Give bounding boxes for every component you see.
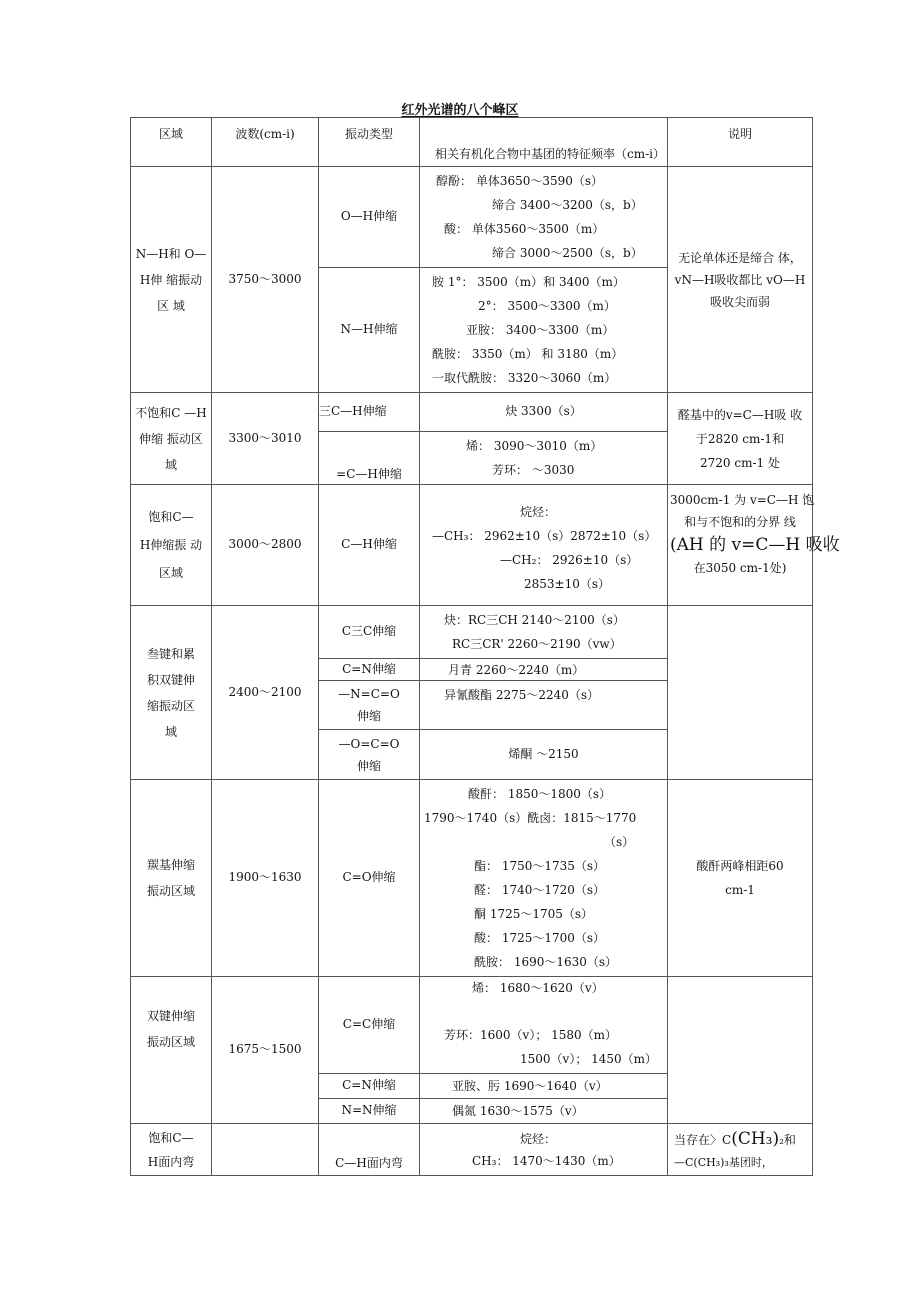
type-oh: O—H伸缩 xyxy=(319,167,420,268)
region-nh-oh: N—H和 O— H伸 缩振动 区 域 xyxy=(131,167,212,393)
region-carbonyl: 羰基伸缩 振动区域 xyxy=(131,780,212,977)
freq-cn-double: 亚胺、肟 1690～1640（v） xyxy=(420,1074,668,1099)
wavenumber-sat-ch: 3000～2800 xyxy=(212,485,319,606)
wavenumber-nh-oh: 3750～3000 xyxy=(212,167,319,393)
freq-cn-triple: 月青 2260～2240（m） xyxy=(420,659,668,681)
note-sat-bend: 当存在〉C(CH₃)₂和 —C(CH₃)₃基团时， xyxy=(668,1124,813,1176)
freq-carbonyl: 酸酐： 1850～1800（s） 1790～1740（s）酰卤：1815～1770 （s） 酯： 1750～1735（s） 醛： 1740～1720（s） 酮 1725～1705（s） 酸： 1725～1700（s） 酰胺： 1690～1630（s） xyxy=(420,780,668,977)
type-nh: N—H伸缩 xyxy=(319,268,420,393)
header-row xyxy=(131,118,813,167)
wavenumber-carbonyl: 1900～1630 xyxy=(212,780,319,977)
freq-sat-ch: 烷烃： —CH₃： 2962±10（s）2872±10（s） —CH₂： 2926±10（s） 2853±10（s） xyxy=(420,485,668,606)
wavenumber-triple: 2400～2100 xyxy=(212,606,319,780)
freq-alkyne: 炔 3300（s） xyxy=(420,393,668,432)
note-sat-ch: 3000cm-1 为 v=C—H 饱 和与不饱和的分界 线 (AH 的 v=C—H 吸收 在3050 cm-1处) xyxy=(668,485,813,606)
freq-nn: 偶氮 1630～1575（v） xyxy=(420,1099,668,1124)
region-unsat-ch: 不饱和C —H 伸缩 振动区 域 xyxy=(131,393,212,485)
wavenumber-double: 1675～1500 xyxy=(212,977,319,1124)
freq-cc-triple: 炔：RC三CH 2140～2100（s） RC三CR' 2260～2190（vw） xyxy=(420,606,668,659)
type-cc-double: C=C伸缩 xyxy=(319,977,420,1074)
wavenumber-unsat-ch: 3300～3010 xyxy=(212,393,319,485)
table-row-unsat-ch-1 xyxy=(131,393,813,432)
region-sat-ch: 饱和C— H伸缩振 动 区域 xyxy=(131,485,212,606)
header-note: 说明 xyxy=(668,118,813,167)
table-row-triple-1 xyxy=(131,606,813,659)
freq-oco: 烯酮 ～2150 xyxy=(420,730,668,780)
ir-peak-table xyxy=(130,117,840,1176)
type-alkene-ch: =C—H伸缩 xyxy=(319,432,420,485)
table-row-double-1 xyxy=(131,977,813,1074)
header-frequency: 相关有机化合物中基团的特征频率（cm-i） xyxy=(420,118,668,167)
type-cc-triple: C三C伸缩 xyxy=(319,606,420,659)
region-sat-bend: 饱和C— H面内弯 xyxy=(131,1124,212,1176)
note-unsat-ch: 醛基中的v=C—H吸 收 于2820 cm-1和 2720 cm-1 处 xyxy=(668,393,813,485)
note-double xyxy=(668,977,813,1124)
freq-alkene: 烯： 3090～3010（m） 芳环： ～3030 xyxy=(420,432,668,485)
header-region: 区域 xyxy=(131,118,212,167)
note-nh-oh: 无论单体还是缔合 体， vN—H吸收都比 vO—H 吸收尖而弱 xyxy=(668,167,813,393)
note-triple xyxy=(668,606,813,780)
header-wavenumber: 波数(cm-i) xyxy=(212,118,319,167)
type-alkyne-ch: 三C—H伸缩 xyxy=(319,393,420,432)
type-oco: —O=C=O 伸缩 xyxy=(319,730,420,780)
region-double: 双键伸缩 振动区域 xyxy=(131,977,212,1124)
header-vibration: 振动类型 xyxy=(319,118,420,167)
table-row-carbonyl xyxy=(131,780,813,977)
type-nco: —N=C=O 伸缩 xyxy=(319,681,420,730)
type-sat-bend: C—H面内弯 xyxy=(319,1124,420,1176)
note-carbonyl: 酸酐两峰相距60 cm-1 xyxy=(668,780,813,977)
type-cn-double: C=N伸缩 xyxy=(319,1074,420,1099)
type-carbonyl: C=O伸缩 xyxy=(319,780,420,977)
freq-oh: 醇酚： 单体3650～3590（s） 缔合 3400～3200（s，b） 酸： 单体3560～3500（m） 缔合 3000～2500（s，b） xyxy=(420,167,668,268)
region-triple: 叁键和累 积双键伸 缩振动区 域 xyxy=(131,606,212,780)
freq-cc-double: 烯： 1680～1620（v） 芳环：1600（v）； 1580（m） 1500（v）； 1450（m） xyxy=(420,977,668,1074)
table-row-sat-ch xyxy=(131,485,813,606)
type-nn: N=N伸缩 xyxy=(319,1099,420,1124)
type-cn-triple: C=N伸缩 xyxy=(319,659,420,681)
page-title: 红外光谱的八个峰区 xyxy=(401,103,519,118)
wavenumber-sat-bend xyxy=(212,1124,319,1176)
table-row-sat-bend xyxy=(131,1124,813,1176)
freq-nco: 异氰酸酯 2275～2240（s） xyxy=(420,681,668,730)
table-row-nh-oh-1 xyxy=(131,167,813,268)
freq-nh: 胺 1°： 3500（m）和 3400（m） 2°： 3500～3300（m） 亚胺： 3400～3300（m） 酰胺： 3350（m） 和 3180（m） 一取代酰胺： 3320～3060（m） xyxy=(420,268,668,393)
type-sat-ch: C—H伸缩 xyxy=(319,485,420,606)
freq-sat-bend: 烷烃： CH₃： 1470～1430（m） xyxy=(420,1124,668,1176)
